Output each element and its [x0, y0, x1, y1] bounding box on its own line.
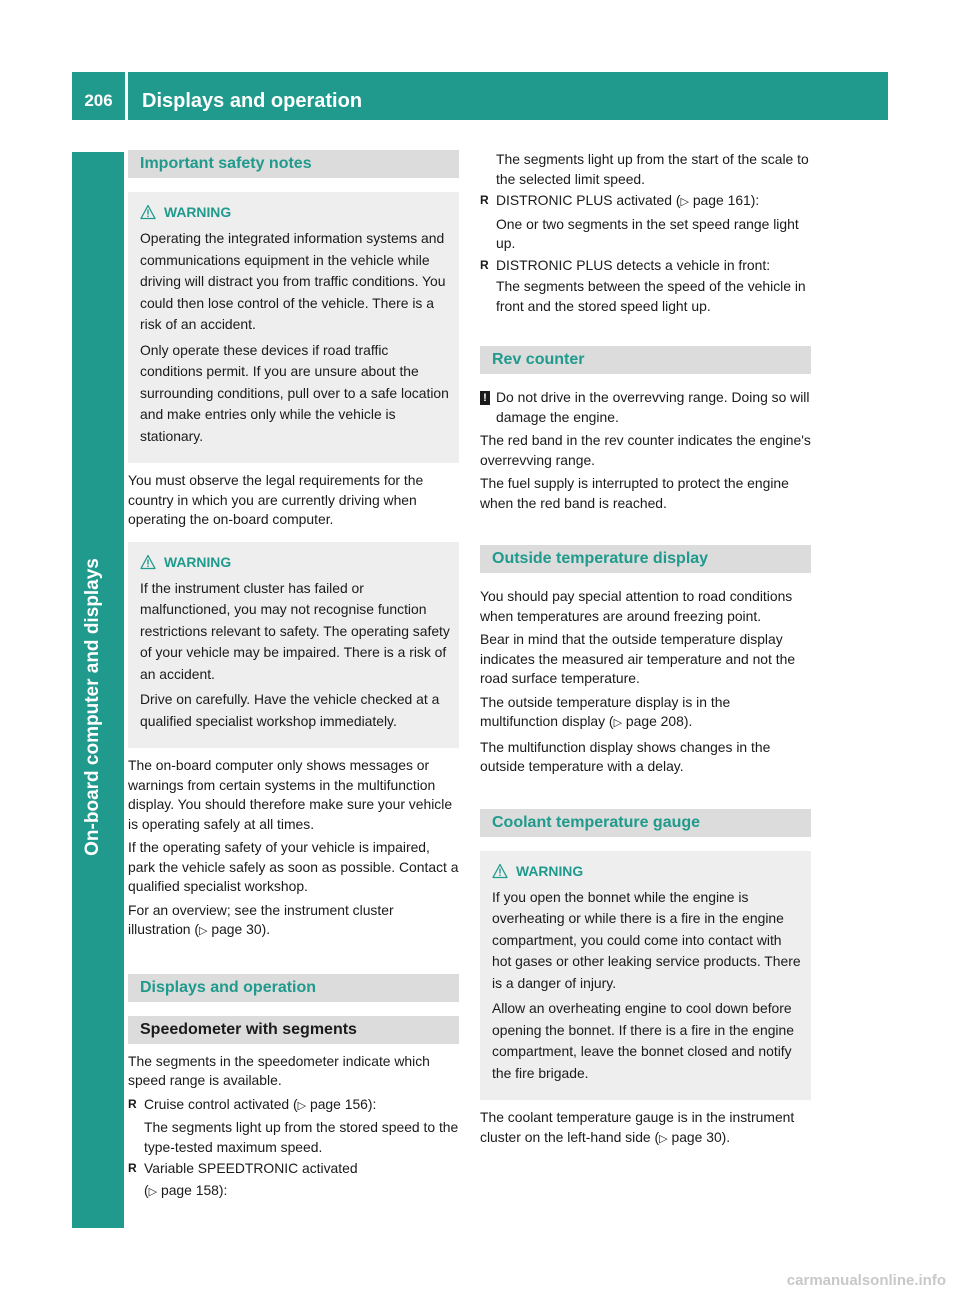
warning-text: Allow an overheating engine to cool down before opening the bonnet. If there is a fire in the engine compartment, leave the bonnet closed and notify the fire brigade. [492, 1000, 794, 1081]
warning-text: Drive on carefully. Have the vehicle checked at a qualified specialist workshop immediately. [140, 691, 440, 729]
side-tab-label-wrap [81, 558, 121, 856]
section-heading-coolant: Coolant temperature gauge [480, 809, 811, 837]
page-ref-arrow-icon: ▷ [148, 1185, 158, 1198]
warning-label: WARNING [516, 862, 584, 879]
warning-triangle-icon [492, 863, 508, 879]
list-item-title: DISTRONIC PLUS detects a vehicle in front: [496, 256, 771, 273]
page-ref-arrow-icon: ▷ [199, 925, 208, 937]
notice-text: Do not drive in the overrevving range. Doing so will damage the engine. [496, 389, 810, 425]
warning-text: Operating the integrated information systems and communications equipment in the vehicle while driving will distract you from traffic conditions. You could then lose control of the vehicle. There is a risk of an accident. [140, 230, 446, 332]
header-divider [125, 72, 128, 120]
warning-triangle-icon [140, 554, 156, 570]
page-ref-arrow-icon: ▷ [297, 1099, 307, 1112]
list-item [128, 1095, 459, 1158]
list-item-continued [480, 150, 811, 189]
list-item-title-text: DISTRONIC PLUS activated ( [496, 192, 681, 208]
warning-header [140, 552, 451, 572]
section-heading-safety: Important safety notes [128, 150, 459, 178]
warning-box [480, 851, 811, 1101]
body-paragraph: You must observe the legal requirements for the country in which you are currently driving when operating the on-board computer. [128, 472, 424, 527]
body-paragraph: The multifunction display shows changes in the outside temperature with a delay. [480, 738, 771, 774]
page-reference-link[interactable]: page 158): [160, 1181, 228, 1198]
chapter-title: Displays and operation [142, 90, 363, 112]
coolant-text: The coolant temperature gauge is in the instrument cluster on the left-hand side ( [480, 1109, 795, 1145]
body-paragraph: Bear in mind that the outside temperature display indicates the measured air temperature and not the road surface temperature. [480, 631, 796, 686]
list-item-ref [144, 1181, 459, 1203]
page-reference-link[interactable]: page 30). [211, 921, 271, 937]
page-reference-link[interactable]: page 161): [692, 192, 760, 208]
page-ref-arrow-icon: ▷ [680, 196, 689, 208]
body-paragraph: If the operating safety of your vehicle is impaired, park the vehicle safely as soon as possible. Contact a qualified specialist workshop. [128, 839, 459, 894]
warning-box [128, 542, 459, 749]
page-number: 206 [84, 91, 113, 110]
warning-label: WARNING [164, 204, 232, 220]
warning-text: If you open the bonnet while the engine is overheating or while there is a fire in the engine compartment, you could come into contact with hot gases or other leaking service products. There is a danger of injury. [492, 888, 801, 991]
list-item-text: The segments light up from the start of the scale to the selected limit speed. [496, 151, 809, 187]
body-paragraph [480, 693, 811, 734]
body-paragraph: The on-board computer only shows messages or warnings from certain systems in the multifunction display. You should therefore make sure your vehicle is operating safely at all times. [128, 757, 453, 832]
page-header [72, 72, 888, 120]
list-item [480, 256, 811, 317]
warning-text: If the instrument cluster has failed or malfunctioned, you may not recognise function restrictions relevant to safety. The operating safety of your vehicle may be impaired. There is a risk of an accident. [140, 579, 450, 682]
list-item [480, 191, 811, 254]
section-heading-outside-temperature: Outside temperature display [480, 545, 811, 573]
side-chapter-tab [72, 120, 124, 1228]
bullet-icon: R [480, 193, 489, 207]
bullet-icon: R [480, 257, 489, 272]
subsection-heading-speedometer: Speedometer with segments [128, 1016, 459, 1044]
section-heading-displays: Displays and operation [128, 974, 459, 1002]
warning-text: Only operate these devices if road traffic conditions permit. If you are unsure about the surrounding conditions, pull over to a safe location and make entries only while the vehicle is stationary. [140, 341, 449, 444]
left-column [128, 150, 459, 1204]
list-item-title [496, 191, 811, 213]
ref-paren: ( [144, 1181, 149, 1198]
list-item-title: Variable SPEEDTRONIC activated [144, 1160, 358, 1176]
section-heading-rev-counter: Rev counter [480, 346, 811, 374]
bullet-icon: R [128, 1161, 137, 1175]
list-item [128, 1159, 459, 1202]
body-paragraph: The segments in the speedometer indicate which speed range is available. [128, 1052, 430, 1088]
exclamation-icon: ! [480, 391, 490, 405]
list-item-title [144, 1095, 459, 1117]
footer-watermark: carmanualsonline.info [786, 1272, 946, 1289]
side-tab-notch [72, 120, 124, 152]
page-ref-arrow-icon: ▷ [613, 717, 623, 729]
notice-item [480, 388, 811, 427]
right-column [480, 150, 811, 1153]
warning-triangle-icon [140, 204, 156, 220]
body-paragraph [128, 901, 459, 942]
warning-box [128, 192, 459, 463]
body-paragraph: The fuel supply is interrupted to protect the engine when the red band is reached. [480, 475, 789, 511]
body-paragraph [480, 1108, 811, 1149]
list-item-text: The segments between the speed of the vehicle in front and the stored speed light up. [496, 278, 806, 314]
list-item-title-text: Cruise control activated ( [144, 1095, 298, 1112]
bullet-icon: R [128, 1096, 137, 1111]
side-tab-label: On-board computer and displays [82, 558, 103, 856]
list-item-text: One or two segments in the set speed range light up. [496, 215, 799, 251]
body-paragraph: The red band in the rev counter indicates the engine's overrevving range. [480, 432, 811, 468]
body-paragraph: You should pay special attention to road conditions when temperatures are around freezing point. [480, 588, 793, 624]
list-item-text: The segments light up from the stored speed to the type-tested maximum speed. [144, 1119, 459, 1155]
overview-text: For an overview; see the instrument cluster illustration ( [128, 901, 394, 937]
page-reference-link[interactable]: page 208). [625, 713, 693, 729]
warning-header [140, 202, 451, 222]
warning-label: WARNING [164, 553, 232, 570]
page-reference-link[interactable]: page 30). [671, 1128, 731, 1145]
page-reference-link[interactable]: page 156): [309, 1095, 377, 1112]
warning-header [492, 861, 803, 881]
page-ref-arrow-icon: ▷ [659, 1132, 668, 1145]
outside-text: The outside temperature display is in the multifunction display ( [480, 693, 731, 729]
